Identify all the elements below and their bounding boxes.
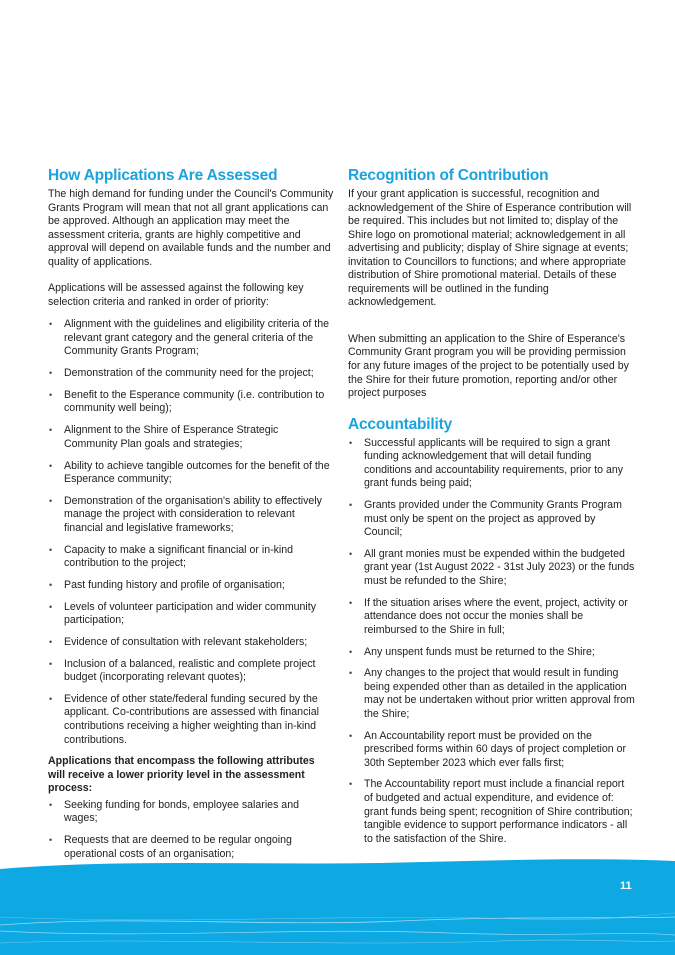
- list-item: • Alignment to the Shire of Esperance Strategic Community Plan goals and strategies;: [48, 424, 334, 451]
- image-permission-paragraph: When submitting an application to the Shire of Esperance's Community Grant program you will be providing permission for any future images of the project to be potentially used by the Shire for their future promotion, reporting and/or other project purposes: [348, 332, 629, 400]
- lower-priority-heading: Applications that encompass the following attributes will receive a lower priority level in the assessment process:: [48, 755, 315, 795]
- list-item: • Ability to achieve tangible outcomes for the benefit of the Esperance community;: [48, 460, 334, 487]
- list-item: • Past funding history and profile of organisation;: [48, 579, 334, 593]
- accountability-list: [348, 437, 636, 847]
- list-item: • Levels of volunteer participation and wider community participation;: [48, 601, 334, 628]
- list-item: • The Accountability report must include a financial report of budgeted and actual expenditure, and evidence of: grant funds being spent; recognition of Shire contribution; tangible evidence to support performance indicators - all to the satisfaction of the Shire.: [348, 778, 636, 846]
- list-item: • If the situation arises where the event, project, activity or attendance does not occur the monies shall be reimbursed to the Shire in full;: [348, 597, 636, 638]
- left-column: [48, 166, 334, 891]
- criteria-list: [48, 318, 334, 747]
- right-column: [348, 166, 636, 854]
- list-item: • Benefit to the Esperance community (i.e. contribution to community well being);: [48, 389, 334, 416]
- recognition-heading: Recognition of Contribution: [348, 167, 549, 184]
- list-item: • Successful applicants will be required to sign a grant funding acknowledgement that will detail funding conditions and accountability requirements, prior to any grant funds being paid;: [348, 437, 636, 491]
- list-item: • Capacity to make a significant financial or in-kind contribution to the project;: [48, 544, 334, 571]
- list-item: • Requests that are deemed to be regular ongoing operational costs of an organisation;: [48, 834, 334, 861]
- list-item: • Any unspent funds must be returned to the Shire;: [348, 646, 636, 660]
- list-item: • All grant monies must be expended within the budgeted grant year (1st August 2022 - 31st July 2023) or the funds must be refunded to the Shire;: [348, 548, 636, 589]
- recognition-paragraph: If your grant application is successful, recognition and acknowledgement of the Shire of Esperance contribution will be required. This includes but not limited to; display of the Shire logo on promotional material; acknowledgement in all advertising and publicity; display of Shire signage at events; invitation to Councillors to functions; and where appropriate distribution of Shire promotional material. Details of these requirements will be outlined in the funding acknowledgement.: [348, 188, 632, 309]
- list-item: • Inclusion of a balanced, realistic and complete project budget (incorporating relevant quotes);: [48, 658, 334, 685]
- list-item: • Grants provided under the Community Grants Program must only be spent on the project as approved by Council;: [348, 499, 636, 540]
- accountability-heading: Accountability: [348, 415, 452, 433]
- footer-wave-band: [0, 855, 675, 955]
- page-number: 11: [620, 880, 632, 892]
- list-item: • Alignment with the guidelines and eligibility criteria of the relevant grant category and the general criteria of the Community Grants Program;: [48, 318, 334, 359]
- list-item: • Demonstration of the community need for the project;: [48, 367, 334, 381]
- assessment-intro: The high demand for funding under the Council's Community Grants Program will mean that not all grant applications can be approved. Although an application may meet the assessment criteria, grants are highly competitive and approval will depend on available funds and the number and quality of applications.: [48, 188, 334, 268]
- assessment-heading: How Applications Are Assessed: [48, 167, 278, 184]
- list-item: • Evidence of other state/federal funding secured by the applicant. Co-contributions are assessed with financial contributions receiving a higher weighting than in-kind contributions.: [48, 693, 334, 747]
- list-item: • Any changes to the project that would result in funding being expended other than as detailed in the application may not be undertaken without prior written approval from the Shire;: [348, 667, 636, 721]
- criteria-intro: Applications will be assessed against the following key selection criteria and ranked in order of priority:: [48, 282, 304, 308]
- list-item: • Demonstration of the organisation's ability to effectively manage the project with consideration to relevant financial and legislative frameworks;: [48, 495, 334, 536]
- list-item: • Seeking funding for bonds, employee salaries and wages;: [48, 799, 334, 826]
- list-item: • An Accountability report must be provided on the prescribed forms within 60 days of project completion or 30th September 2023 which ever falls first;: [348, 730, 636, 771]
- list-item: • Evidence of consultation with relevant stakeholders;: [48, 636, 334, 650]
